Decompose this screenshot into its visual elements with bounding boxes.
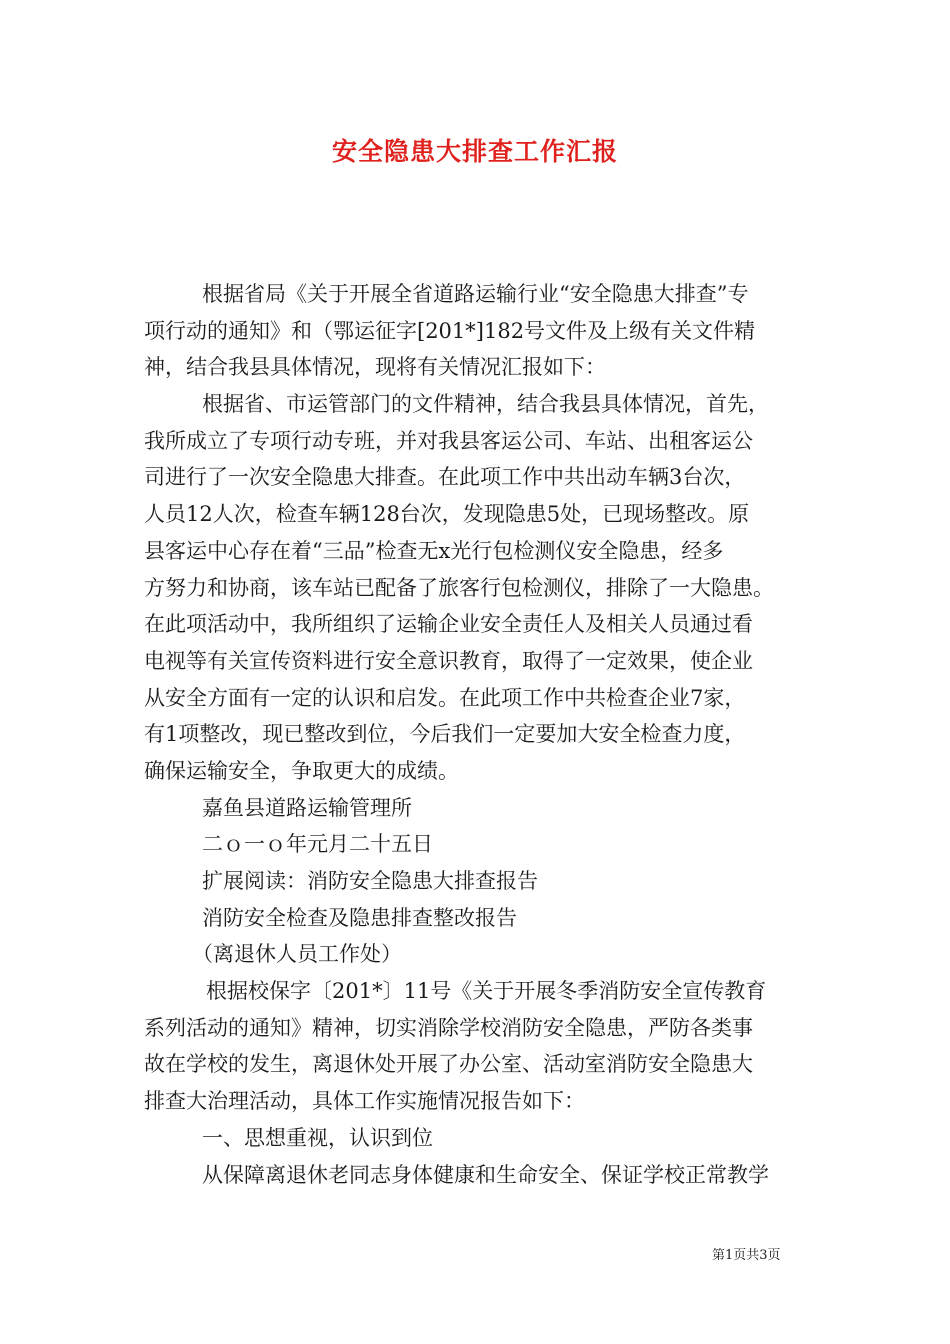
body-line: 排查大治理活动，具体工作实施情况报告如下：: [144, 1089, 585, 1114]
body-line: 根据校保字〔201*〕11号《关于开展冬季消防安全宣传教育: [206, 979, 767, 1004]
body-line: 方努力和协商，该车站已配备了旅客行包检测仪，排除了一大隐患。: [144, 575, 774, 600]
extended-reading-label: 扩展阅读：消防安全隐患大排查报告: [202, 869, 538, 893]
body-line: 神，结合我县具体情况，现将有关情况汇报如下：: [144, 355, 606, 380]
body-line: 从安全方面有一定的认识和启发。在此项工作中共检查企业7家，: [144, 685, 746, 710]
body-line: 县客运中心存在着“三品”检查无x光行包检测仪安全隐患，经多: [144, 538, 724, 563]
body-line: 故在学校的发生，离退休处开展了办公室、活动室消防安全隐患大: [144, 1052, 753, 1077]
document-title: 安全隐患大排查工作汇报: [331, 137, 618, 166]
section-subtitle: （离退休人员工作处）: [192, 942, 402, 967]
section-title: 消防安全检查及隐患排查整改报告: [202, 905, 517, 930]
body-line: 根据省局《关于开展全省道路运输行业“安全隐患大排查”专: [202, 282, 749, 306]
body-line: 项行动的通知》和（鄂运征字[201*]182号文件及上级有关文件精: [144, 318, 756, 343]
body-line: 人员12人次，检查车辆128台次，发现隐患5处，已现场整改。原: [144, 502, 750, 527]
signature-org: 嘉鱼县道路运输管理所: [202, 795, 412, 820]
page-number: 第1页共3页: [712, 1248, 781, 1263]
section-heading: 一、思想重视，认识到位: [202, 1125, 433, 1150]
body-line: 我所成立了专项行动专班，并对我县客运公司、车站、出租客运公: [144, 428, 753, 453]
body-line: 在此项活动中，我所组织了运输企业安全责任人及相关人员通过看: [144, 612, 753, 637]
body-line: 有1项整改，现已整改到位，今后我们一定要加大安全检查力度，: [144, 722, 746, 747]
document-body: [144, 276, 804, 1193]
body-line: 确保运输安全，争取更大的成绩。: [144, 758, 459, 783]
body-line: 从保障离退休老同志身体健康和生命安全、保证学校正常教学: [202, 1162, 769, 1187]
body-line: 根据省、市运管部门的文件精神，结合我县具体情况，首先，: [202, 392, 769, 417]
body-line: 司进行了一次安全隐患大排查。在此项工作中共出动车辆3台次，: [144, 465, 746, 490]
body-line: 电视等有关宣传资料进行安全意识教育，取得了一定效果，使企业: [144, 648, 753, 673]
body-line: 系列活动的通知》精神，切实消除学校消防安全隐患，严防各类事: [144, 1015, 753, 1040]
signature-date: 二ｏ一ｏ年元月二十五日: [202, 832, 433, 857]
